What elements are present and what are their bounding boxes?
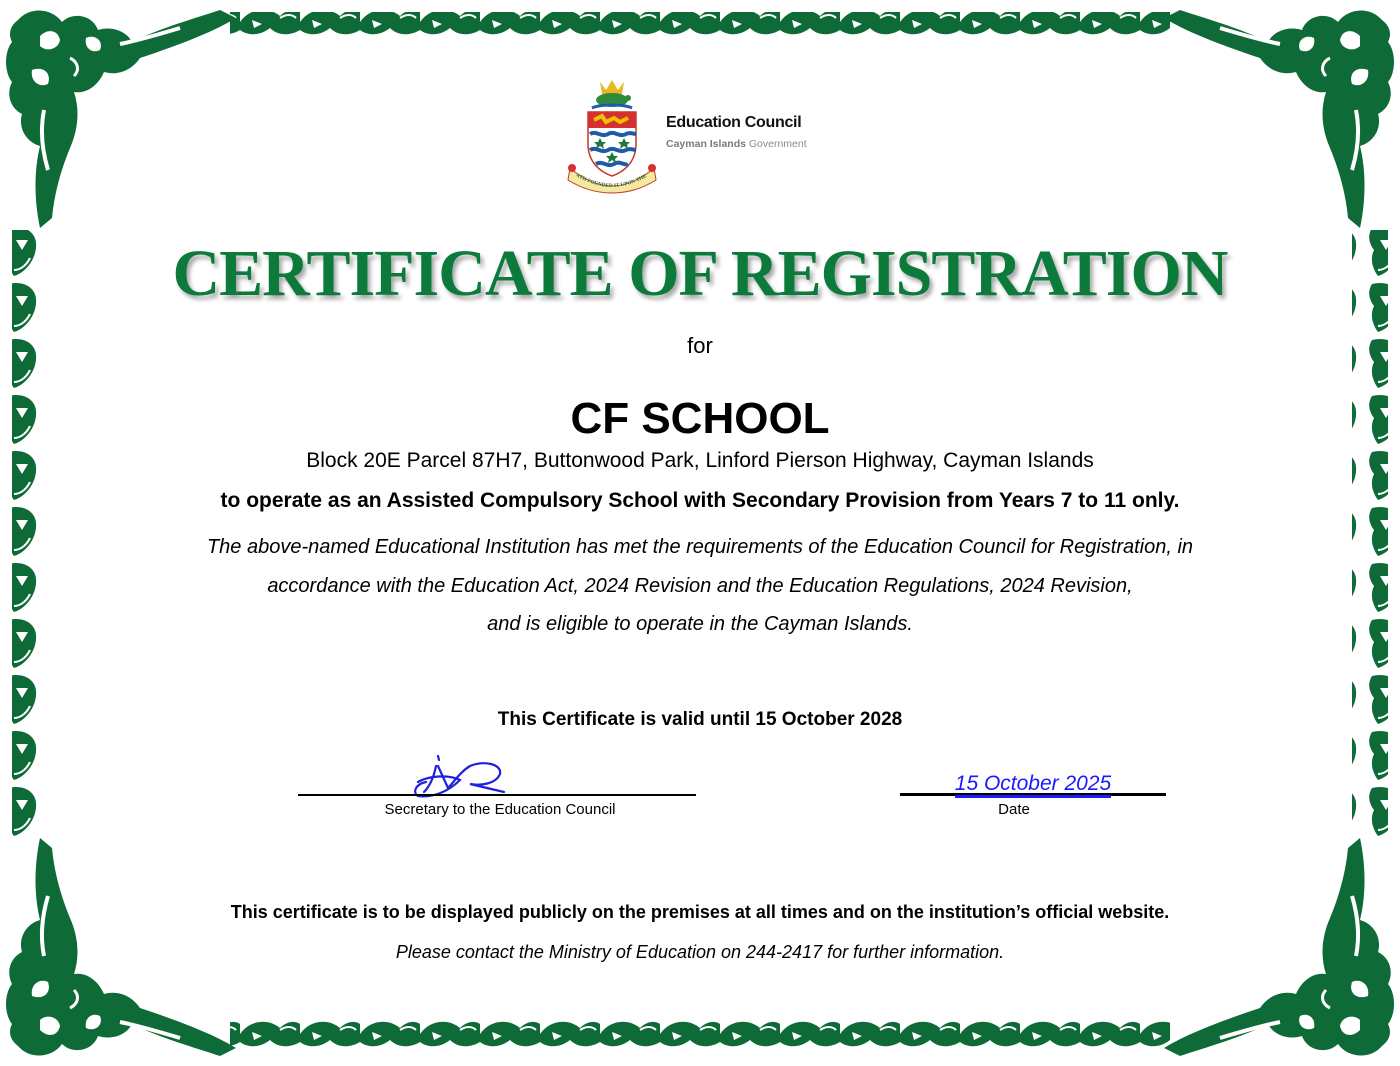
org-subtitle-bold: Cayman Islands — [666, 138, 746, 150]
for-label: for — [687, 333, 713, 358]
education-council-logo — [563, 76, 826, 190]
compliance-line: The above-named Educational Institution has met the requirements of the Education Council for Registration, in — [206, 536, 1194, 558]
school-address: Block 20E Parcel 87H7, Buttonwood Park, Linford Pierson Highway, Cayman Islands — [306, 449, 1094, 472]
compliance-line: and is eligible to operate in the Cayman Islands. — [487, 613, 913, 635]
operate-statement: to operate as an Assisted Compulsory School with Secondary Provision from Years 7 to 11 only. — [220, 489, 1180, 512]
secretary-label: Secretary to the Education Council — [384, 801, 616, 818]
corner-ornament-top-right — [1164, 10, 1394, 228]
signature-line — [298, 794, 696, 796]
crest-motto-text: HE HATH FOUNDED IT UPON THE SEAS — [563, 76, 650, 190]
org-name: Education Council — [666, 114, 802, 131]
compliance-paragraph — [0, 528, 1400, 644]
certificate-title: CERTIFICATE OF REGISTRATION — [172, 237, 1228, 310]
issue-date — [900, 771, 1166, 797]
display-notice: This certificate is to be displayed publicly on the premises at all times and on the institution’s official website. — [230, 902, 1170, 922]
validity-statement: This Certificate is valid until 15 October 2028 — [497, 709, 903, 730]
org-subtitle — [666, 138, 807, 150]
org-subtitle-rest: Government — [745, 138, 807, 150]
issue-date-text: 15 October 2025 — [955, 772, 1111, 798]
handwritten-signature — [408, 752, 518, 804]
contact-notice: Please contact the Ministry of Education on 244-2417 for further information. — [395, 942, 1005, 962]
corner-ornament-top-left — [6, 10, 236, 228]
compliance-line: accordance with the Education Act, 2024 Revision and the Education Regulations, 2024 Revision, — [267, 574, 1133, 597]
cayman-coat-of-arms-icon — [563, 76, 658, 190]
date-label: Date — [998, 801, 1030, 818]
school-name: CF SCHOOL — [570, 394, 830, 443]
